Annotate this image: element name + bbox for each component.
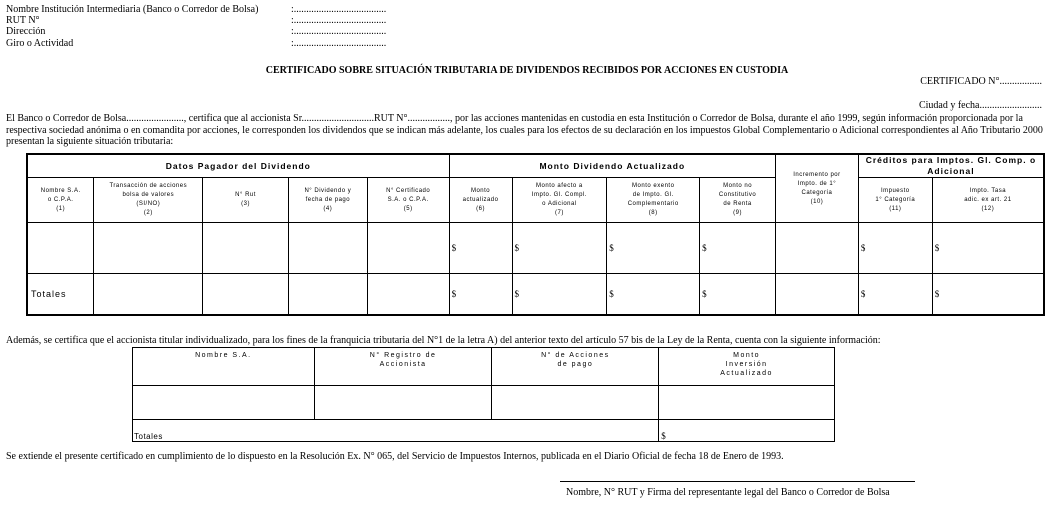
column-header: Nombre S.A. o C.P.A. (1): [27, 178, 94, 223]
column-header: N° Certificado S.A. o C.P.A. (5): [367, 178, 449, 223]
header-row-direccion: [6, 26, 386, 37]
data-cell[interactable]: [133, 386, 315, 420]
data-cell[interactable]: $: [659, 420, 835, 442]
column-header: N° Dividendo y fecha de pago (4): [288, 178, 367, 223]
data-cell[interactable]: $: [932, 274, 1044, 316]
totals-row: [27, 274, 1044, 316]
data-cell[interactable]: [94, 274, 203, 316]
table-row: [27, 223, 1044, 274]
header-value: :.....................................: [291, 26, 387, 37]
data-cell[interactable]: $: [858, 223, 932, 274]
group-header-pagador: Datos Pagador del Dividendo: [27, 154, 449, 178]
data-cell[interactable]: $: [449, 223, 512, 274]
data-cell[interactable]: $: [512, 223, 607, 274]
data-cell[interactable]: [288, 223, 367, 274]
data-cell[interactable]: [492, 386, 659, 420]
data-cell[interactable]: $: [512, 274, 607, 316]
data-cell[interactable]: [288, 274, 367, 316]
group-header-creditos: Créditos para Imptos. Gl. Comp. o Adicional: [858, 154, 1044, 178]
data-cell[interactable]: [776, 223, 859, 274]
data-cell[interactable]: $: [932, 223, 1044, 274]
data-cell[interactable]: [203, 274, 289, 316]
investment-table: [132, 347, 835, 442]
column-header: N° Registro de Accionista: [314, 348, 492, 386]
data-cell[interactable]: [27, 223, 94, 274]
totals-row: [133, 420, 835, 442]
data-cell[interactable]: [314, 386, 492, 420]
column-header: Monto actualizado (6): [449, 178, 512, 223]
data-cell[interactable]: $: [607, 223, 700, 274]
header-value: :.....................................: [291, 38, 387, 49]
intro-paragraph: El Banco o Corredor de Bolsa......................., certifica que al accionista Sr.............................RUT N°................., por las acciones mantenidas en custodia en esta Institución o Corredor de Bolsa, durante el año 1999, según información proporcionada por la respectiva sociedad anónima o en comandita por acciones, le corresponden los dividendos que se indican más adelante, los cuales para los efectos de su declaración en los impuestos Global Complementario o Adicional correspondientes al Año Tributario 2000 presentan la siguiente situación tributaria:: [6, 113, 1043, 147]
ciudad-fecha: Ciudad y fecha.........................: [918, 100, 1042, 111]
totals-label: Totales: [133, 420, 659, 442]
data-cell[interactable]: [94, 223, 203, 274]
certificado-number: CERTIFICADO N°.................: [920, 76, 1042, 87]
data-cell[interactable]: [776, 274, 859, 316]
header-row-giro: [6, 38, 386, 49]
header-label: RUT N°: [6, 15, 40, 26]
column-header: Impuesto 1° Categoría (11): [858, 178, 932, 223]
data-cell[interactable]: $: [607, 274, 700, 316]
header-value: :.....................................: [291, 15, 387, 26]
dividends-table: [26, 153, 1045, 316]
ademas-paragraph: Además, se certifica que el accionista titular individualizado, para los fines de la franquicia tributaria del N°1 de la letra A) del anterior texto del artículo 57 bis de la Ley de la Renta, cuenta con la siguiente información:: [6, 335, 881, 346]
header-value: :.....................................: [291, 4, 387, 15]
data-cell[interactable]: [659, 386, 835, 420]
document-title: CERTIFICADO SOBRE SITUACIÓN TRIBUTARIA DE DIVIDENDOS RECIBIDOS POR ACCIONES EN CUSTODIA: [265, 65, 789, 76]
header-label: Nombre Institución Intermediaria (Banco o Corredor de Bolsa): [6, 4, 259, 15]
column-header: Monto Inversión Actualizado: [659, 348, 835, 386]
column-header: Monto no Constitutivo de Renta (9): [700, 178, 776, 223]
signature-label: Nombre, N° RUT y Firma del representante legal del Banco o Corredor de Bolsa: [566, 487, 890, 498]
data-cell[interactable]: [367, 274, 449, 316]
data-cell[interactable]: $: [858, 274, 932, 316]
column-header: N° Rut (3): [203, 178, 289, 223]
column-header: Transacción de acciones bolsa de valores (SI/NO) (2): [94, 178, 203, 223]
data-cell[interactable]: $: [700, 274, 776, 316]
table-row: [133, 386, 835, 420]
column-header: Monto exento de Impto. Gl. Complementario (8): [607, 178, 700, 223]
signature-line: [560, 481, 915, 482]
column-header: N° de Acciones de pago: [492, 348, 659, 386]
data-cell[interactable]: $: [449, 274, 512, 316]
footer-paragraph: Se extiende el presente certificado en cumplimiento de lo dispuesto en la Resolución Ex. N° 065, del Servicio de Impuestos Internos, publicada en el Diario Oficial de fecha 18 de Enero de 1993.: [6, 451, 784, 462]
data-cell[interactable]: [367, 223, 449, 274]
data-cell[interactable]: $: [700, 223, 776, 274]
column-header: Monto afecto a Impto. Gl. Compl. o Adicional (7): [512, 178, 607, 223]
header-row-institucion: [6, 4, 386, 15]
column-header: Nombre S.A.: [133, 348, 315, 386]
header-label: Giro o Actividad: [6, 38, 74, 49]
column-header: Impto. Tasa adic. ex art. 21 (12): [932, 178, 1044, 223]
header-row-rut: [6, 15, 386, 26]
data-cell[interactable]: [203, 223, 289, 274]
group-header-monto: Monto Dividendo Actualizado: [449, 154, 775, 178]
totals-label: Totales: [27, 274, 94, 316]
column-header: Incremento por Impto. de 1° Categoría (10): [776, 154, 859, 223]
header-label: Dirección: [6, 26, 46, 37]
